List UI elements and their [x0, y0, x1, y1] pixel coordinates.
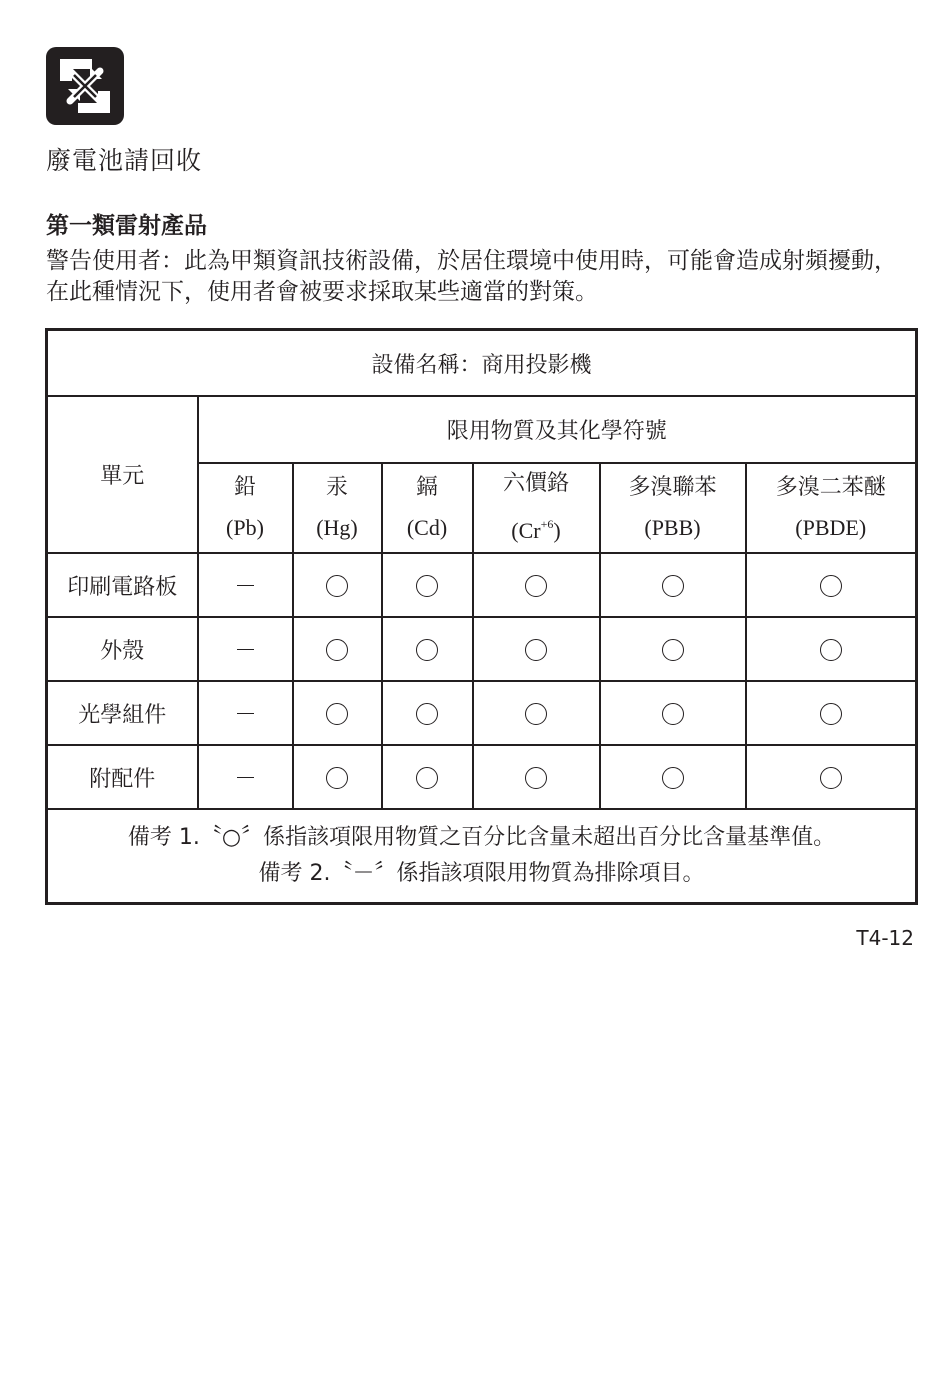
- unit-name: 附配件: [47, 745, 198, 809]
- compliant-cell: [382, 553, 473, 617]
- exempt-cell: [198, 617, 293, 681]
- substance-header-pbde: 多溴二苯醚 (PBDE): [746, 463, 917, 553]
- substance-header-hg: 汞 (Hg): [293, 463, 382, 553]
- circle-mark-icon: [525, 639, 547, 661]
- circle-mark-icon: [820, 575, 842, 597]
- compliant-cell: [293, 617, 382, 681]
- compliant-cell: [600, 745, 746, 809]
- circle-mark-icon: [416, 767, 438, 789]
- substance-header-cr6: 六價鉻 $(Cr^{+6})$: [473, 463, 600, 553]
- substance-header-cd: 鎘 (Cd): [382, 463, 473, 553]
- compliant-cell: [293, 681, 382, 745]
- compliant-cell: [746, 745, 917, 809]
- substance-header-pbb: 多溴聯苯 (PBB): [600, 463, 746, 553]
- dash-mark-icon: [237, 649, 254, 650]
- unit-name: 光學組件: [47, 681, 198, 745]
- substance-header-pb: 鉛 (Pb): [198, 463, 293, 553]
- exempt-cell: [198, 681, 293, 745]
- circle-mark-icon: [662, 767, 684, 789]
- compliant-cell: [382, 681, 473, 745]
- table-caption: 設備名稱：商用投影機: [47, 330, 917, 397]
- compliant-cell: [473, 681, 600, 745]
- compliant-cell: [293, 553, 382, 617]
- circle-mark-icon: [662, 575, 684, 597]
- circle-mark-icon: [416, 703, 438, 725]
- laser-product-title: 第一類雷射產品: [46, 213, 207, 239]
- compliant-cell: [746, 681, 917, 745]
- compliant-cell: [473, 745, 600, 809]
- circle-mark-icon: [820, 703, 842, 725]
- substances-header: 限用物質及其化學符號: [198, 396, 917, 463]
- compliant-cell: [600, 553, 746, 617]
- circle-mark-icon: [416, 639, 438, 661]
- compliant-cell: [600, 617, 746, 681]
- page-code: T4-12: [856, 926, 914, 950]
- circle-mark-icon: [326, 703, 348, 725]
- circle-mark-icon: [820, 767, 842, 789]
- circle-mark-icon: [326, 639, 348, 661]
- circle-mark-icon: [525, 703, 547, 725]
- table-row: [47, 681, 917, 745]
- dash-mark-icon: [237, 713, 254, 714]
- recycle-battery-text: 廢電池請回收: [46, 146, 203, 175]
- unit-header: 單元: [47, 396, 198, 553]
- circle-mark-icon: [326, 575, 348, 597]
- compliant-cell: [382, 617, 473, 681]
- unit-name: 印刷電路板: [47, 553, 198, 617]
- compliant-cell: [293, 745, 382, 809]
- emi-warning-text: 警告使用者：此為甲類資訊技術設備，於居住環境中使用時，可能會造成射頻擾動，在此種情況下，使用者會被要求採取某些適當的對策。: [46, 248, 897, 305]
- unit-name: 外殼: [47, 617, 198, 681]
- table-row: [47, 553, 917, 617]
- dash-mark-icon: [237, 585, 254, 586]
- compliant-cell: [382, 745, 473, 809]
- circle-mark-icon: [662, 703, 684, 725]
- dash-mark-icon: [237, 777, 254, 778]
- exempt-cell: [198, 553, 293, 617]
- circle-mark-icon: [525, 575, 547, 597]
- circle-mark-icon: [662, 639, 684, 661]
- compliant-cell: [746, 553, 917, 617]
- table-notes: [47, 809, 917, 904]
- circle-mark-icon: [525, 767, 547, 789]
- circle-mark-icon: [326, 767, 348, 789]
- circle-mark-icon: [416, 575, 438, 597]
- compliant-cell: [473, 617, 600, 681]
- battery-recycle-icon: [46, 47, 124, 125]
- table-row: [47, 617, 917, 681]
- note-2: 備考 2.〝－〞係指該項限用物質為排除項目。: [258, 861, 705, 886]
- restricted-substances-table: [45, 328, 918, 905]
- note-1: 備考 1.〝○〞係指該項限用物質之百分比含量未超出百分比含量基準值。: [127, 825, 836, 850]
- compliant-cell: [473, 553, 600, 617]
- exempt-cell: [198, 745, 293, 809]
- circle-mark-icon: [820, 639, 842, 661]
- compliant-cell: [600, 681, 746, 745]
- table-row: [47, 745, 917, 809]
- compliant-cell: [746, 617, 917, 681]
